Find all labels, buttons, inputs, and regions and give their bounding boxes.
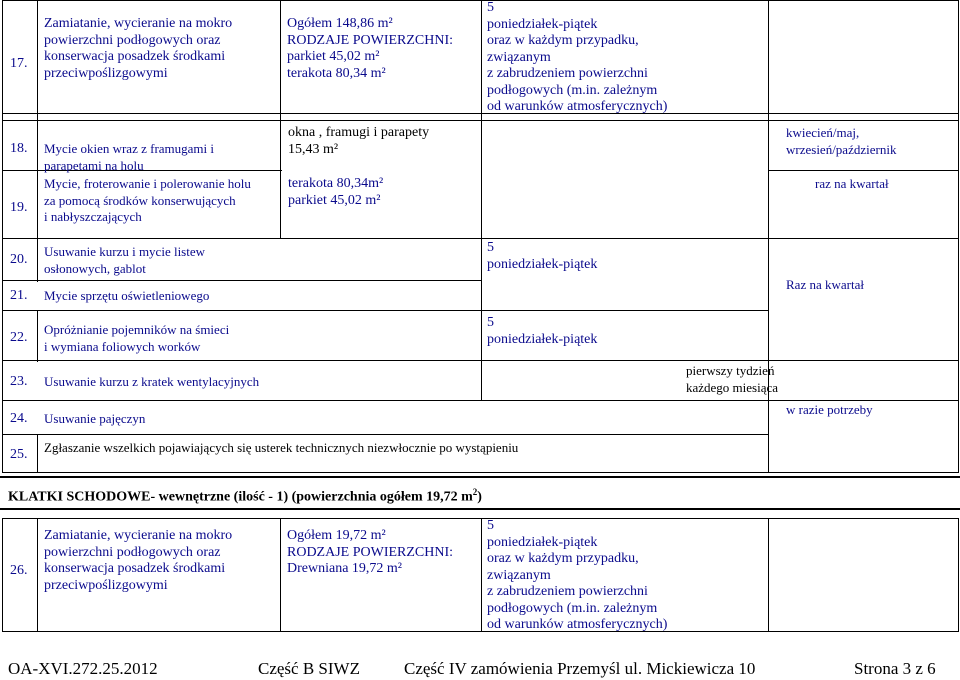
rule-area-col (481, 0, 482, 400)
rule-num-col-25 (37, 434, 38, 472)
footer-reference: OA-XVI.272.25.2012 (8, 659, 158, 678)
row-22-num: 22. (10, 330, 28, 345)
section-rule-top (0, 476, 960, 478)
footer-part-b: Część B SIWZ (258, 659, 360, 678)
row-23-num: 23. (10, 374, 28, 389)
footer-page-number: Strona 3 z 6 (854, 659, 936, 678)
row-26-area: Ogółem 19,72 m² RODZAJE POWIERZCHNI: Drewniana 19,72 m² (287, 528, 454, 576)
row-17-freq: 5 poniedziałek-piątek oraz w każdym przypadku, związanym z zabrudzeniem powierzchni podłogowych (m.in. zależnym od warunków atmosferycznych) (487, 0, 668, 114)
row-23-task: Usuwanie kurzu z kratek wentylacyjnych (44, 374, 260, 389)
rule-num-col-22 (37, 310, 38, 362)
row-18-task: Mycie okien wraz z framugami i parapetami na holu (44, 141, 215, 173)
rule-18-19-right (768, 170, 959, 171)
row-22-task: Opróżnianie pojemników na śmieci i wymiana foliowych worków (44, 322, 230, 354)
rule-21-22 (2, 310, 769, 311)
section-rule-bottom (0, 508, 960, 510)
rule-right (958, 0, 959, 472)
row-19-num: 19. (10, 200, 28, 215)
rule-26-task (280, 518, 281, 632)
row-26-task: Zamiatanie, wycieranie na mokro powierzchni podłogowych oraz konserwacja posadzek środkami przeciwpoślizgowymi (44, 528, 233, 593)
rule-num-col (37, 0, 38, 282)
row-26-freq: 5 poniedziałek-piątek oraz w każdym przypadku, związanym z zabrudzeniem powierzchni podłogowych (m.in. zależnym od warunków atmosferycznych) (487, 518, 668, 632)
rule-task-col (280, 0, 281, 238)
row-21-num: 21. (10, 288, 28, 303)
row-18-area: okna , framugi i parapety 15,43 m² (288, 125, 430, 157)
footer-part-iv: Część IV zamówienia Przemyśl ul. Mickiewicza 10 (404, 659, 756, 678)
row-24-task: Usuwanie pajęczyn (44, 411, 146, 426)
row-21-period: Raz na kwartał (786, 277, 864, 292)
row-24-period: w razie potrzeby (786, 402, 873, 417)
rule-26-num (37, 518, 38, 632)
rule-26-right (958, 518, 959, 632)
row-22-freq: 5 poniedziałek-piątek (487, 315, 598, 347)
row-20-num: 20. (10, 252, 28, 267)
row-18-period: kwiecień/maj, wrzesień/październik (786, 125, 897, 157)
row-19-area: terakota 80,34m² parkiet 45,02 m² (288, 176, 384, 208)
row-24-num: 24. (10, 411, 28, 426)
row-25-num: 25. (10, 447, 28, 462)
section-title-text: KLATKI SCHODOWE- wewnętrzne (ilość - 1) (powierzchnia ogółem 19,72 m (8, 489, 473, 505)
rule-26-area (481, 518, 482, 632)
rule-freq-col (768, 0, 769, 472)
row-17-num: 17. (10, 56, 28, 71)
row-21-task: Mycie sprzętu oświetleniowego (44, 288, 210, 303)
rule-left (2, 0, 3, 472)
row-26-num: 26. (10, 563, 28, 578)
section-title-close: ) (477, 489, 482, 505)
rule-20-21 (2, 280, 482, 281)
row-19-period: raz na kwartał (815, 176, 889, 191)
row-18-num: 18. (10, 141, 28, 156)
row-20-freq: 5 poniedziałek-piątek (487, 240, 598, 272)
rule-23-24 (2, 400, 959, 401)
row-25-task: Zgłaszanie wszelkich pojawiających się usterek technicznych niezwłocznie po wystąpieniu (44, 440, 519, 455)
section-title-sup: 2 (472, 487, 478, 497)
rule-26-left (2, 518, 3, 632)
row-17-area: Ogółem 148,86 m² RODZAJE POWIERZCHNI: parkiet 45,02 m² terakota 80,34 m² (287, 16, 454, 81)
rule-table-bottom (2, 472, 959, 473)
row-17-task: Zamiatanie, wycieranie na mokro powierzchni podłogowych oraz konserwacja posadzek środkami przeciwpoślizgowymi (44, 16, 233, 81)
rule-26-freq (768, 518, 769, 632)
row-23-freq: pierwszy tydzień każdego miesiąca (686, 363, 779, 395)
row-20-task: Usuwanie kurzu i mycie listew osłonowych, gablot (44, 244, 206, 276)
section-title (8, 487, 482, 506)
row-19-task: Mycie, froterowanie i polerowanie holu za pomocą środków konserwujących i nabłyszczających (44, 176, 251, 224)
rule-24-25 (2, 434, 769, 435)
